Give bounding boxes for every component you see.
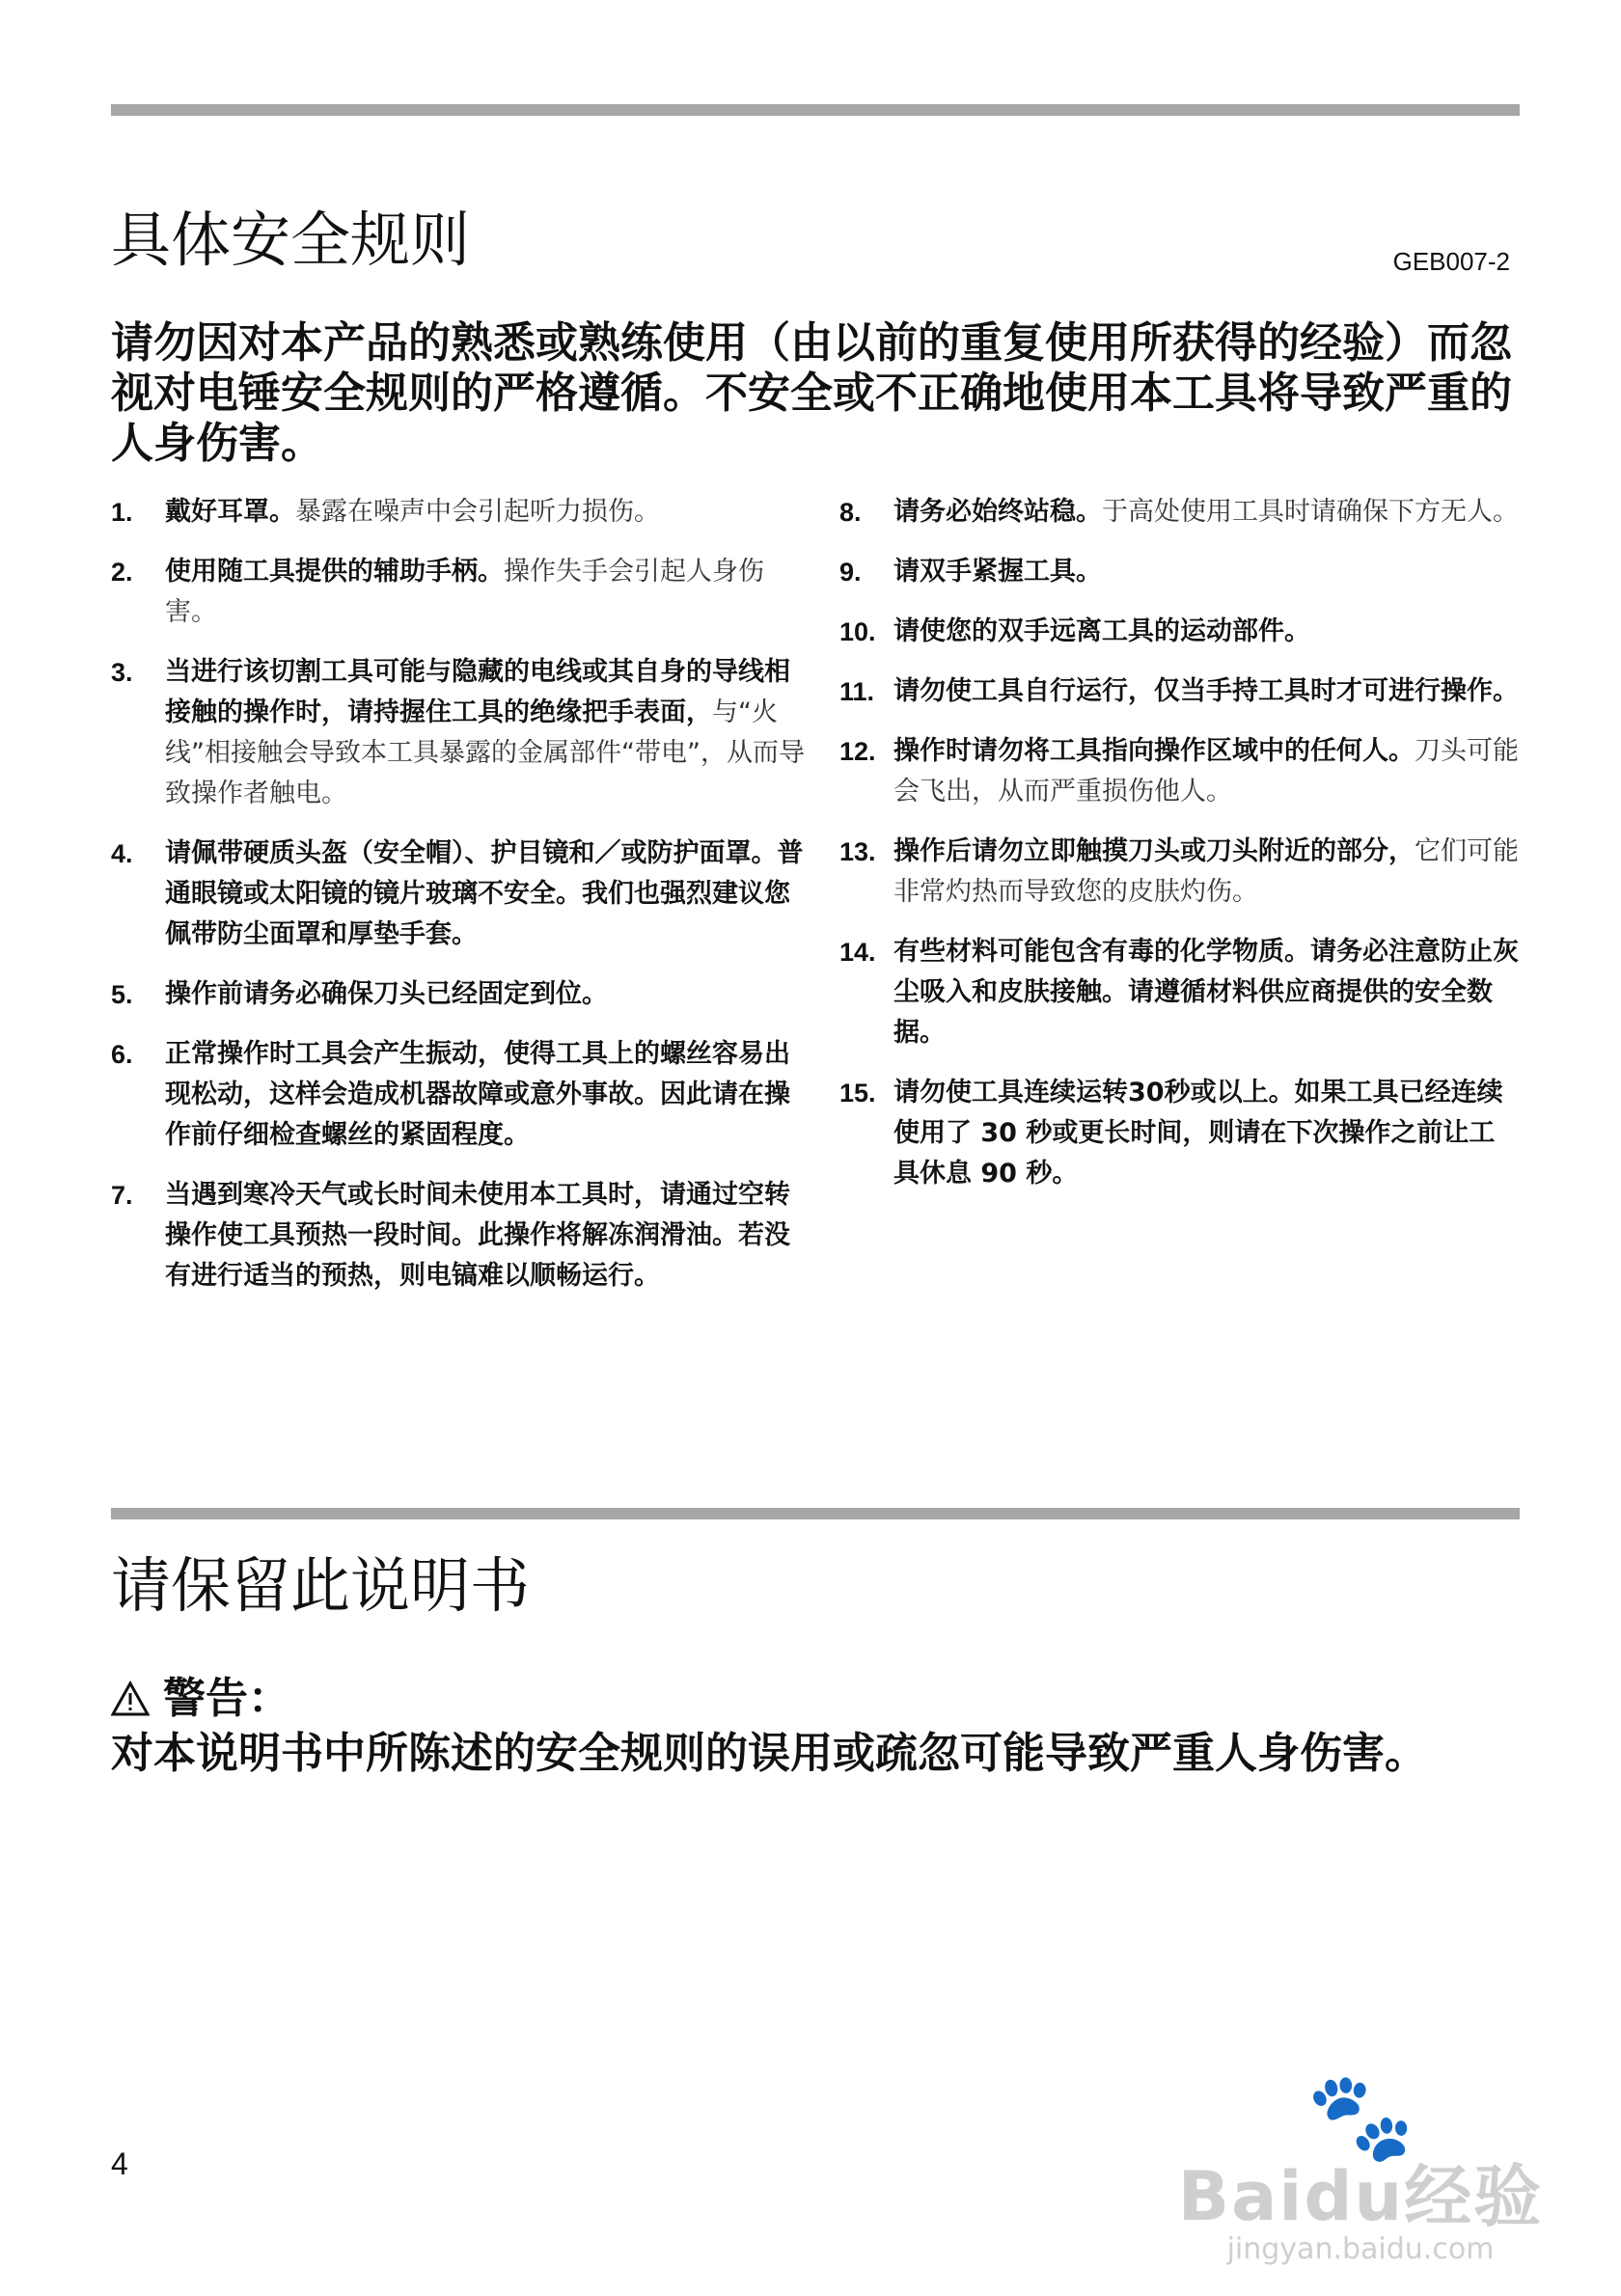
watermark-brand: Baidu经验 [1177,2157,1544,2236]
document-code: GEB007-2 [1392,247,1510,276]
rule-item [111,492,806,533]
intro-paragraph: 请勿因对本产品的熟悉或熟练使用（由以前的重复使用所获得的经验）而忽视对电锤安全规则的严格遵循。不安全或不正确地使用本工具将导致严重的人身伤害。 [111,318,1512,468]
rule-emphasis: 请勿使工具连续运转30秒或以上。如果工具已经连续使用了 30 秒或更长时间，则请在下次操作之前让工具休息 90 秒。 [893,1078,1503,1189]
rule-emphasis: 正常操作时工具会产生振动，使得工具上的螺丝容易出现松动，这样会造成机器故障或意外事故。因此请在操作前仔细检查螺丝的紧固程度。 [165,1039,790,1150]
rule-emphasis: 请使您的双手远离工具的运动部件。 [893,616,1310,646]
baidu-watermark [1158,2066,1563,2277]
rule-number: 2. [111,558,133,587]
rule-item [839,932,1520,1053]
rule-text [165,974,806,1015]
rule-text [165,834,806,955]
rule-number: 3. [111,658,133,687]
rule-emphasis: 当进行该切割工具可能与隐藏的电线或其自身的导线相接触的操作时，请持握住工具的绝缘把手表面， [165,657,790,727]
rule-text [893,832,1520,913]
rule-emphasis: 请佩带硬质头盔（安全帽）、护目镜和／或防护面罩。普通眼镜或太阳镜的镜片玻璃不安全。我们也强烈建议您佩带防尘面罩和厚垫手套。 [165,838,804,949]
rule-number: 8. [839,498,862,527]
rule-item [839,492,1520,533]
rule-detail: 与“火线”相接触会导致本工具暴露的金属部件“带电”，从而导致操作者触电。 [165,697,805,808]
rule-item [839,731,1520,812]
rule-text [893,612,1520,652]
rule-item [839,1073,1520,1194]
rule-detail: 于高处使用工具时请确保下方无人。 [1102,497,1519,527]
rules-list-left [111,492,806,1316]
rule-emphasis: 操作前请务必确保刀头已经固定到位。 [165,979,608,1009]
rules-list-right [839,492,1520,1214]
paw-logo-icon: 🐾 [1305,2066,1415,2168]
section-title-safety-rules: 具体安全规则 [111,205,471,275]
rule-text [893,671,1520,712]
rule-number: 9. [839,558,862,587]
section-title-keep-manual: 请保留此说明书 [111,1550,531,1621]
rule-item [111,1034,806,1156]
rule-text [893,492,1520,533]
rule-text [165,1034,806,1156]
rule-number: 14. [839,938,876,967]
top-divider [111,104,1520,116]
rule-emphasis: 操作后请勿立即触摸刀头或刀头附近的部分， [893,836,1415,866]
rule-number: 6. [111,1040,133,1069]
rule-item [111,552,806,633]
warning-label: 警告： [163,1674,290,1723]
rule-item [839,832,1520,913]
rule-number: 13. [839,837,876,866]
rule-number: 4. [111,839,133,868]
rule-item [111,834,806,955]
rule-number: 11. [839,677,875,706]
rule-number: 7. [111,1181,133,1210]
rule-number: 5. [111,980,133,1009]
rule-emphasis: 请务必始终站稳。 [893,497,1102,527]
watermark-url: jingyan.baidu.com [1226,2232,1495,2266]
warning-heading [111,1674,290,1724]
rule-item [111,974,806,1015]
rule-number: 10. [839,617,876,646]
rule-number: 1. [111,498,133,527]
rule-item [111,1175,806,1297]
rule-item [839,552,1520,592]
rule-item [839,671,1520,712]
rule-text [165,652,806,814]
rule-text [165,492,806,533]
rule-text [893,1073,1520,1194]
warning-triangle-icon [111,1681,150,1717]
rule-detail: 刀头可能会飞出，从而严重损伤他人。 [893,736,1519,806]
rule-text [165,1175,806,1297]
middle-divider [111,1508,1520,1519]
rule-emphasis: 请勿使工具自行运行，仅当手持工具时才可进行操作。 [893,676,1519,706]
rule-text [893,552,1520,592]
rule-emphasis: 请双手紧握工具。 [893,557,1102,587]
rule-emphasis: 使用随工具提供的辅助手柄。 [165,557,504,587]
rule-item [839,612,1520,652]
rule-detail: 它们可能非常灼热而导致您的皮肤灼伤。 [893,836,1519,907]
rule-detail: 操作失手会引起人身伤害。 [165,557,764,627]
rule-emphasis: 戴好耳罩。 [165,497,295,527]
rule-emphasis: 有些材料可能包含有毒的化学物质。请务必注意防止灰尘吸入和皮肤接触。请遵循材料供应商提供的安全数据。 [893,937,1519,1048]
page-number: 4 [111,2146,128,2181]
rule-emphasis: 当遇到寒冷天气或长时间未使用本工具时，请通过空转操作使工具预热一段时间。此操作将解冻润滑油。若没有进行适当的预热，则电镐难以顺畅运行。 [165,1180,790,1291]
rule-number: 12. [839,737,876,766]
rule-detail: 暴露在噪声中会引起听力损伤。 [295,497,660,527]
rule-text [893,932,1520,1053]
rule-emphasis: 操作时请勿将工具指向操作区域中的任何人。 [893,736,1415,766]
rule-number: 15. [839,1079,876,1107]
warning-text: 对本说明书中所陈述的安全规则的误用或疏忽可能导致严重人身伤害。 [111,1729,1427,1778]
rule-item [111,652,806,814]
rule-text [165,552,806,633]
rule-text [893,731,1520,812]
